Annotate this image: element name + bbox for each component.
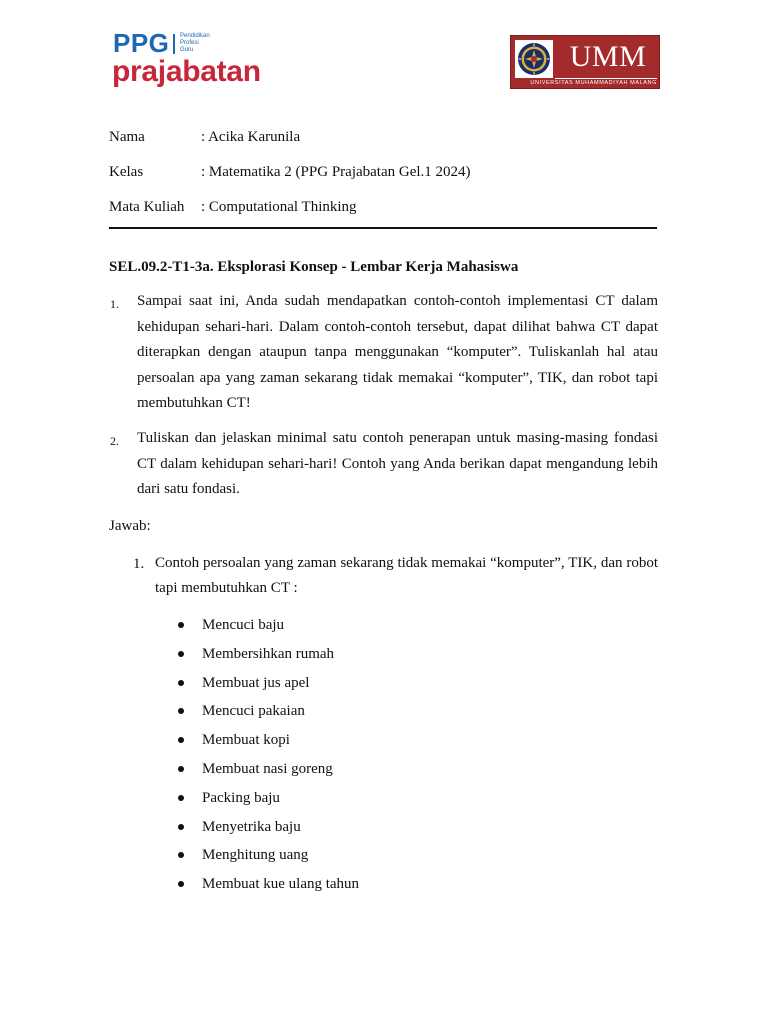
ppg-logo-sub-line: Pendidikan — [180, 33, 210, 39]
list-item-text: Membuat jus apel — [202, 674, 310, 691]
identity-label: Nama — [109, 129, 145, 145]
ppg-logo-top-word: PPG — [113, 28, 170, 58]
bullet-icon — [178, 852, 184, 858]
bullet-icon — [178, 622, 184, 628]
umm-logo — [510, 35, 660, 89]
bullet-icon — [178, 680, 184, 686]
list-item-text: Membuat kue ulang tahun — [202, 876, 360, 893]
answer-text: Contoh persoalan yang zaman sekarang tidak memakai “komputer”, TIK, dan robot tapi membutuhkan CT : — [155, 555, 658, 596]
ppg-logo-sub-line: Guru — [180, 47, 194, 53]
bullet-icon — [178, 795, 184, 801]
list-item-text: Mencuci baju — [202, 617, 285, 633]
question-text: Tuliskan dan jelaskan minimal satu contoh penerapan untuk masing-masing fondasi CT dalam kehidupan sehari-hari! Contoh yang Anda berikan dapat mengandung lebih dari satu fondasi. — [137, 430, 658, 497]
list-item-text: Membuat kopi — [202, 732, 290, 749]
ppg-logo-bottom-word: prajabatan — [112, 55, 261, 88]
bullet-icon — [178, 766, 184, 772]
answer-number: 1. — [133, 556, 145, 572]
question-number: 1. — [110, 297, 119, 311]
question-number: 2. — [110, 434, 119, 448]
bullet-icon — [178, 824, 184, 830]
list-item-text: Mencuci pakaian — [202, 703, 305, 720]
ppg-logo-sub-line: Profesi — [180, 40, 199, 46]
umm-logo-divider — [555, 78, 657, 79]
bullet-icon — [178, 881, 184, 887]
list-item-text: Packing baju — [202, 789, 280, 806]
bullet-icon — [178, 737, 184, 743]
list-item-text: Membersihkan rumah — [202, 645, 335, 662]
list-item-text: Membuat nasi goreng — [202, 760, 333, 777]
header-divider — [109, 227, 657, 229]
identity-value: : Acika Karunila — [201, 129, 301, 145]
bullet-icon — [178, 708, 184, 714]
umm-logo-word: UMM — [569, 40, 647, 73]
identity-value: : Computational Thinking — [201, 199, 357, 215]
bullet-icon — [178, 651, 184, 657]
umm-seal-icon — [515, 40, 553, 78]
question-text: Sampai saat ini, Anda sudah mendapatkan contoh-contoh implementasi CT dalam kehidupan sehari-hari. Dalam contoh-contoh tersebut, dapat dilihat bahwa CT dapat diterapkan dengan ataupun tanpa menggunakan “komputer”. Tuliskanlah hal atau persoalan apa yang zaman sekarang tidak memakai “komputer”, TIK, dan robot tapi membutuhkan CT! — [137, 293, 658, 411]
identity-value: : Matematika 2 (PPG Prajabatan Gel.1 2024) — [201, 164, 471, 180]
list-item-text: Menyetrika baju — [202, 818, 301, 835]
list-item-text: Menghitung uang — [202, 847, 309, 864]
identity-label: Kelas — [109, 164, 144, 180]
ppg-logo-separator — [173, 34, 175, 54]
answer-label: Jawab: — [109, 518, 151, 534]
ppg-logo-subtitle — [180, 33, 240, 54]
umm-logo-subtitle: UNIVERSITAS MUHAMMADIYAH MALANG — [530, 80, 657, 86]
section-title: SEL.09.2-T1-3a. Eksplorasi Konsep - Lembar Kerja Mahasiswa — [109, 259, 519, 275]
identity-label: Mata Kuliah — [109, 199, 185, 215]
